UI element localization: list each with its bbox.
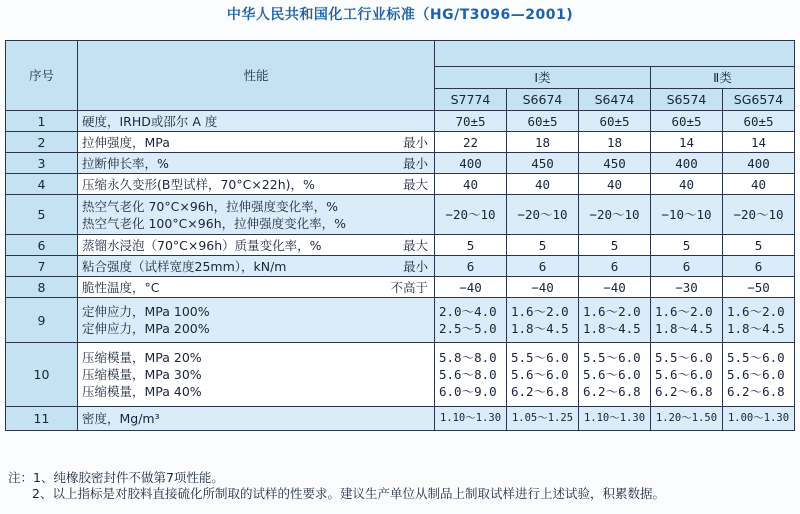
property-cell	[78, 132, 435, 153]
value-line: 1.6～2.0	[655, 304, 713, 319]
property-name: 硬度，IRHD或邵尔 A 度	[82, 113, 218, 129]
value-cell: −20～10	[723, 195, 795, 235]
value-line: 1.6～2.0	[511, 304, 569, 319]
value-cell: −40	[435, 277, 507, 298]
value-cell: 60±5	[723, 111, 795, 132]
footnotes	[8, 470, 794, 502]
value-cell: 1.10～1.30	[579, 407, 651, 431]
row-number: 2	[6, 132, 78, 153]
value-cell: −30	[651, 277, 723, 298]
row-number: 8	[6, 277, 78, 298]
value-cell: 6	[723, 256, 795, 277]
value-cell: 5	[651, 235, 723, 256]
value-cell: 60±5	[507, 111, 579, 132]
property-condition: 不高于	[390, 279, 428, 295]
value-line: 5.6～8.0	[439, 367, 497, 382]
value-cell: 400	[651, 153, 723, 174]
value-line: 6.2～6.8	[511, 384, 569, 399]
property-name: 压缩永久变形(B型试样，70°C×22h)，%	[82, 176, 315, 192]
value-cell: 5	[435, 235, 507, 256]
value-cell: 6	[579, 256, 651, 277]
property-condition: 最小	[402, 258, 428, 274]
value-cell: 1.05～1.25	[507, 407, 579, 431]
property-condition: 最小	[402, 134, 428, 150]
value-cell	[435, 298, 507, 343]
header-grade: SG6574	[723, 89, 795, 111]
row-number: 11	[6, 407, 78, 431]
property-name: 定伸应力，MPa 100%	[82, 304, 210, 319]
property-name: 热空气老化 70°C×96h，拉伸强度变化率，%	[82, 198, 339, 214]
value-line: 5.6～6.0	[727, 367, 785, 382]
property-condition: 最大	[402, 176, 428, 192]
value-cell	[579, 298, 651, 343]
row-number: 6	[6, 235, 78, 256]
value-line: 2.5～5.0	[439, 321, 497, 336]
value-line: 1.8～4.5	[511, 321, 569, 336]
value-cell: 70±5	[435, 111, 507, 132]
value-cell: 40	[435, 174, 507, 195]
value-cell: 1.20～1.50	[651, 407, 723, 431]
value-cell	[723, 298, 795, 343]
header-property: 性能	[78, 41, 435, 111]
value-cell: −40	[507, 277, 579, 298]
property-name: 定伸应力，MPa 200%	[82, 321, 210, 336]
property-name: 密度，Mg/m³	[82, 411, 160, 426]
value-cell: −40	[579, 277, 651, 298]
table-row	[6, 132, 795, 153]
value-line: 5.5～6.0	[727, 350, 785, 365]
property-cell	[78, 174, 435, 195]
value-line: 6.2～6.8	[655, 384, 713, 399]
property-condition: 最小	[402, 155, 428, 171]
table-row	[6, 256, 795, 277]
row-number: 10	[6, 343, 78, 407]
value-line: 1.8～4.5	[727, 321, 785, 336]
value-line: 5.5～6.0	[655, 350, 713, 365]
value-cell	[435, 343, 507, 407]
value-cell	[651, 298, 723, 343]
row-number: 4	[6, 174, 78, 195]
value-line: 5.8～8.0	[439, 350, 497, 365]
property-name: 拉断伸长率，%	[82, 155, 169, 171]
property-condition	[428, 113, 430, 130]
value-cell: 450	[507, 153, 579, 174]
table-row	[6, 174, 795, 195]
property-cell	[78, 277, 435, 298]
property-name: 压缩模量，MPa 30%	[82, 367, 202, 382]
value-line: 1.6～2.0	[583, 304, 641, 319]
footnote-2: 2、以上指标是对胶料直接硫化所制取的试样的性要求。建议生产单位从制品上制取试样进行上述试验，积累数据。	[32, 486, 665, 501]
header-grade: S7774	[435, 89, 507, 111]
property-name: 热空气老化 100°C×96h，拉伸强度变化率，%	[82, 215, 346, 231]
value-line: 5.6～6.0	[511, 367, 569, 382]
page-title: 中华人民共和国化工行业标准（HG/T3096—2001)	[226, 7, 574, 23]
header-spacer	[435, 41, 795, 67]
value-cell: −10～10	[651, 195, 723, 235]
value-cell: 400	[723, 153, 795, 174]
header-grade: S6574	[651, 89, 723, 111]
value-cell: 40	[579, 174, 651, 195]
value-cell: 1.00～1.30	[723, 407, 795, 431]
row-number: 5	[6, 195, 78, 235]
value-cell: 6	[651, 256, 723, 277]
property-cell	[78, 407, 435, 431]
value-cell: 5	[507, 235, 579, 256]
value-cell: 22	[435, 132, 507, 153]
value-line: 1.8～4.5	[583, 321, 641, 336]
value-cell: −50	[723, 277, 795, 298]
header-grade: S6474	[579, 89, 651, 111]
value-cell: 1.10～1.30	[435, 407, 507, 431]
header-seq: 序号	[6, 41, 78, 111]
footnote-1: 注：1、纯橡胶密封件不做第7项性能。	[8, 470, 224, 485]
value-cell: 400	[435, 153, 507, 174]
property-cell	[78, 298, 435, 343]
row-number: 7	[6, 256, 78, 277]
value-cell	[579, 343, 651, 407]
value-line: 5.6～6.0	[583, 367, 641, 382]
value-cell: −20～10	[579, 195, 651, 235]
property-condition: 最大	[402, 237, 428, 253]
value-cell: 18	[507, 132, 579, 153]
value-line: 1.8～4.5	[655, 321, 713, 336]
value-cell: 6	[507, 256, 579, 277]
table-row	[6, 298, 795, 343]
value-line: 6.2～6.8	[727, 384, 785, 399]
value-line: 1.6～2.0	[727, 304, 785, 319]
value-cell: 5	[579, 235, 651, 256]
value-cell: 40	[651, 174, 723, 195]
table-row	[6, 407, 795, 431]
row-number: 3	[6, 153, 78, 174]
value-cell: 60±5	[651, 111, 723, 132]
value-line: 6.2～6.8	[583, 384, 641, 399]
property-cell	[78, 256, 435, 277]
table-row	[6, 235, 795, 256]
value-cell: 14	[723, 132, 795, 153]
value-line: 5.5～6.0	[511, 350, 569, 365]
value-cell	[507, 298, 579, 343]
value-cell	[651, 343, 723, 407]
header-class-2: Ⅱ类	[651, 67, 795, 89]
table-row	[6, 195, 795, 235]
value-cell: 5	[723, 235, 795, 256]
property-name: 压缩模量，MPa 40%	[82, 384, 202, 399]
property-name: 粘合强度（试样宽度25mm），kN/m	[82, 258, 287, 274]
standard-table	[5, 40, 795, 431]
table-row	[6, 343, 795, 407]
property-name: 蒸镏水浸泡（70°C×96h）质量变化率，%	[82, 237, 322, 253]
property-name: 压缩模量，MPa 20%	[82, 350, 202, 365]
value-line: 5.6～6.0	[655, 367, 713, 382]
row-number: 1	[6, 111, 78, 132]
header-class-1: Ⅰ类	[435, 67, 651, 89]
property-cell	[78, 235, 435, 256]
property-cell	[78, 195, 435, 235]
value-cell: 14	[651, 132, 723, 153]
value-cell	[507, 343, 579, 407]
value-cell	[723, 343, 795, 407]
value-line: 6.0～9.0	[439, 384, 497, 399]
value-line: 2.0～4.0	[439, 304, 497, 319]
table-row	[6, 111, 795, 132]
value-cell: 40	[723, 174, 795, 195]
value-cell: 450	[579, 153, 651, 174]
table-row	[6, 277, 795, 298]
value-cell: −20～10	[507, 195, 579, 235]
value-cell: 40	[507, 174, 579, 195]
property-condition	[428, 410, 430, 427]
property-name: 脆性温度，°C	[82, 279, 160, 295]
row-number: 9	[6, 298, 78, 343]
table-row	[6, 153, 795, 174]
property-cell	[78, 343, 435, 407]
value-cell: −20～10	[435, 195, 507, 235]
value-line: 5.5～6.0	[583, 350, 641, 365]
property-cell	[78, 153, 435, 174]
property-cell	[78, 111, 435, 132]
property-name: 拉伸强度，MPa	[82, 134, 170, 150]
value-cell: 18	[579, 132, 651, 153]
value-cell: 60±5	[579, 111, 651, 132]
header-grade: S6674	[507, 89, 579, 111]
value-cell: 6	[435, 256, 507, 277]
